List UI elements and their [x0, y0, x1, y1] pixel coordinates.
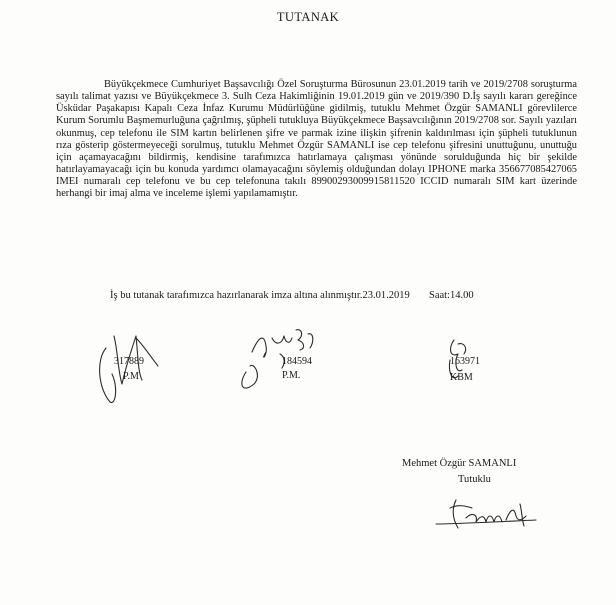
closing-statement — [110, 289, 580, 302]
signature-block-2 — [232, 322, 342, 392]
signature-block-3 — [440, 330, 510, 400]
detainee-role: Tutuklu — [458, 474, 491, 485]
signature-block-detainee — [432, 494, 542, 538]
document-body — [56, 79, 577, 201]
body-paragraph: Büyükçekmece Cumhuriyet Başsavcılığı Özel Soruşturma Bürosunun 23.01.2019 tarih ve 2019/2708 soruşturma sayılı talimat yazısı ve Büyükçekmece 3. Sulh Ceza Hakimliğinin 19.01.2019 gün ve 2019/390 D.İş sayılı kararı gereğince Üsküdar Paşakapısı Kapalı Ceza İnfaz Kurumu Müdürlüğüne gidilmiş, tutuklu Mehmet Özgür SAMANLI görevlilerce Kurum Sorumlu Başmemurluğuna çağrılmış, şüpheli tutukluya Büyükçekmece Başsavcılığının 2019/2708 sor. Sayılı yazıları okunmuş, cep telefonu ile SIM kartın belirlenen şifre ve parmak izine ilişkin şifrenin kaldırılması için şüpheli tutuklunun rıza gösterip göstermeyeceği sorulmuş, tutuklu Mehmet Özgür SAMANLI ise cep telefonu şifresini unuttuğunu, unuttuğu için açamayacağını bildirmiş, kendisine tarafımızca hatırlamaya çalışması yönünde sorulduğunda hiç bir şekilde hatırlayamayacağı için bu konuda yardımcı olamayacağını söylemiş olduğundan dolayı IPHONE marka 356677085427065 IMEI numaralı cep telefonu ve bu cep telefonuna takılı 89900293009915811520 ICCID numaralı SIM kart üzerinde herhangi bir imaj alma ve inceleme işlemi yapılamamıştır. — [56, 79, 577, 200]
signature-id-1: 317889 — [114, 356, 144, 367]
signature-rank-2: P.M. — [282, 370, 301, 381]
signature-rank-1: P.M — [123, 371, 139, 382]
time-text: Saat:14.00 — [428, 290, 474, 301]
document-title: TUTANAK — [276, 10, 340, 24]
closing-text: İş bu tutanak tarafımızca hazırlanarak imza altına alınmıştır.23.01.2019 — [110, 290, 410, 301]
signature-id-3: 163971 — [450, 356, 480, 367]
detainee-name: Mehmet Özgür SAMANLI — [402, 458, 517, 469]
handwritten-signature-detainee — [432, 494, 542, 538]
signature-block-1 — [92, 326, 172, 406]
signature-rank-3: KBM — [450, 372, 473, 383]
signature-id-2: 184594 — [282, 356, 312, 367]
